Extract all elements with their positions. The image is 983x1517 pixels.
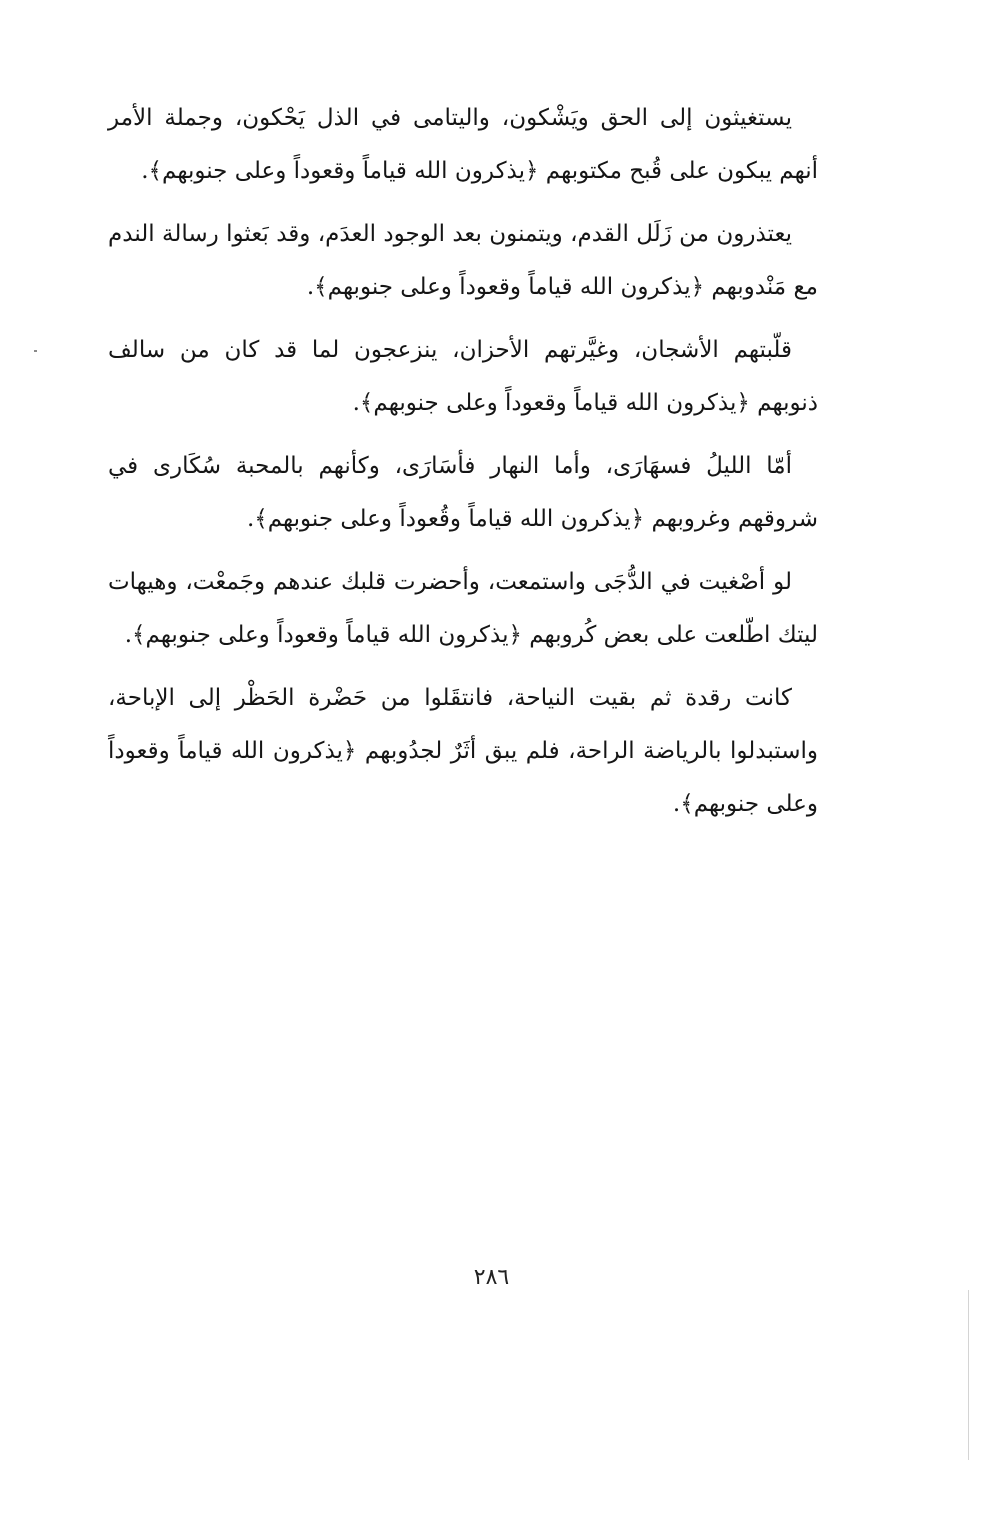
scan-edge-line — [968, 1290, 969, 1460]
paragraph-1: يستغيثون إلى الحق ويَشْكون، واليتامى في الذل يَحْكون، وجملة الأمر أنهم يبكون على قُبح مكتوبهم ﴿يذكرون الله قياماً وقعوداً وعلى جنوبهم﴾. — [108, 105, 818, 184]
scan-speck — [34, 350, 37, 352]
paragraph-5: لو أصْغيت في الدُّجَى واستمعت، وأحضرت قلبك عندهم وجَمعْت، وهيهات ليتك اطّلعت على بعض كُروبهم ﴿يذكرون الله قياماً وقعوداً وعلى جنوبهم﴾. — [108, 569, 818, 648]
paragraph-4: أمّا الليلُ فسهَارَى، وأما النهار فأسَارَى، وكأنهم بالمحبة سُكَارى في شروقهم وغروبهم ﴿يذكرون الله قياماً وقُعوداً وعلى جنوبهم﴾. — [108, 453, 818, 532]
paragraph-2: يعتذرون من زَلَل القدم، ويتمنون بعد الوجود العدَم، وقد بَعثوا رسالة الندم مع مَنْدوبهم ﴿يذكرون الله قياماً وقعوداً وعلى جنوبهم﴾. — [108, 221, 818, 300]
page-number: ٢٨٦ — [473, 1265, 510, 1290]
paragraph-6: كانت رقدة ثم بقيت النياحة، فانتقَلوا من حَضْرة الحَظْر إلى الإباحة، واستبدلوا بالرياضة الراحة، فلم يبق أثَرٌ لجدُوبهم ﴿يذكرون الله قياماً وقعوداً وعلى جنوبهم﴾. — [108, 685, 818, 817]
paragraph-3: قلّبتهم الأشجان، وغيَّرتهم الأحزان، ينزعجون لما قد كان من سالف ذنوبهم ﴿يذكرون الله قياماً وقعوداً وعلى جنوبهم﴾. — [108, 337, 818, 416]
body-text — [108, 92, 818, 841]
